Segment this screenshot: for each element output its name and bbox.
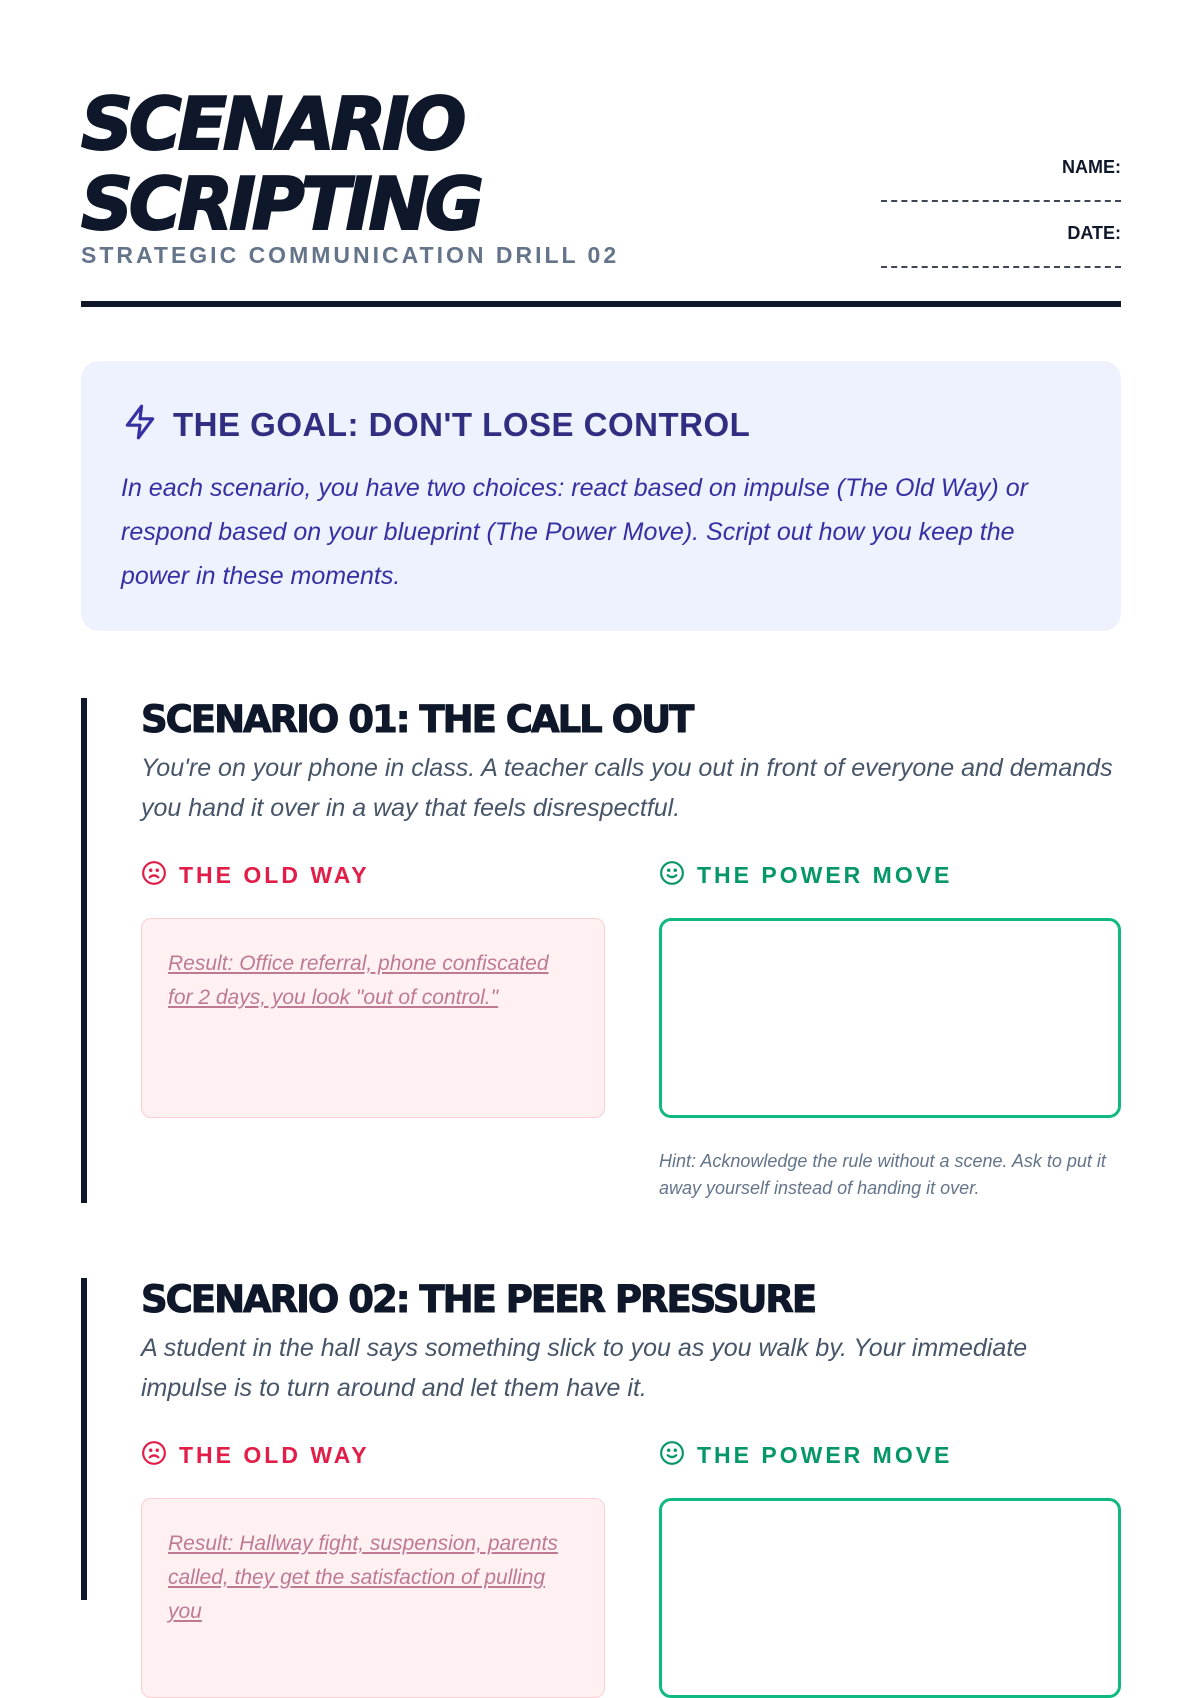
old-way-column	[141, 858, 605, 1118]
goal-title: THE GOAL: DON'T LOSE CONTROL	[173, 405, 751, 443]
scenario-accent-bar	[81, 1278, 87, 1600]
power-move-column	[659, 858, 1121, 1202]
power-move-input[interactable]	[659, 1498, 1121, 1698]
header-divider	[81, 301, 1121, 307]
lightning-icon	[121, 403, 159, 446]
old-way-column	[141, 1438, 605, 1698]
student-info	[881, 154, 1121, 286]
power-move-column	[659, 1438, 1121, 1698]
goal-box	[81, 361, 1121, 631]
name-label: NAME:	[1062, 157, 1121, 177]
scenario-description: A student in the hall says something slick to you as you walk by. Your immediate impulse is to turn around and let them have it.	[141, 1334, 1028, 1402]
old-way-label: THE OLD WAY	[179, 861, 370, 888]
power-move-input[interactable]	[659, 918, 1121, 1118]
frown-icon	[141, 860, 167, 891]
date-label: DATE:	[1067, 223, 1121, 243]
smile-icon	[659, 860, 685, 891]
worksheet-page	[81, 0, 1121, 1623]
date-field[interactable]	[881, 250, 1121, 268]
power-move-hint: Hint: Acknowledge the rule without a scene. Ask to put it away yourself instead of handing it over.	[659, 1151, 1106, 1198]
name-field[interactable]	[881, 184, 1121, 202]
scenario-title: SCENARIO 01: THE CALL OUT	[141, 698, 693, 741]
old-way-result: Result: Office referral, phone confiscated for 2 days, you look "out of control."	[168, 952, 549, 1009]
old-way-result: Result: Hallway fight, suspension, parents called, they get the satisfaction of pulling you	[168, 1532, 558, 1623]
scenario-card	[81, 1278, 1121, 1623]
header	[81, 0, 1121, 306]
scenario-card	[81, 698, 1121, 1203]
title-line-1: SCENARIO	[81, 82, 463, 166]
scenario-title: SCENARIO 02: THE PEER PRESSURE	[141, 1278, 816, 1321]
goal-text: In each scenario, you have two choices: react based on impulse (The Old Way) or respond based on your blueprint (The Power Move). Script out how you keep the power in these moments.	[121, 474, 1028, 590]
old-way-box	[141, 918, 605, 1118]
old-way-box	[141, 1498, 605, 1698]
scenario-description: You're on your phone in class. A teacher calls you out in front of everyone and demands you hand it over in a way that feels disrespectful.	[141, 754, 1113, 822]
frown-icon	[141, 1440, 167, 1471]
page-subtitle: STRATEGIC COMMUNICATION DRILL 02	[81, 242, 620, 268]
page-title	[81, 84, 480, 244]
title-line-2: SCRIPTING	[81, 162, 480, 246]
power-move-label: THE POWER MOVE	[697, 861, 953, 888]
old-way-label: THE OLD WAY	[179, 1441, 370, 1468]
smile-icon	[659, 1440, 685, 1471]
scenario-accent-bar	[81, 698, 87, 1203]
power-move-label: THE POWER MOVE	[697, 1441, 953, 1468]
